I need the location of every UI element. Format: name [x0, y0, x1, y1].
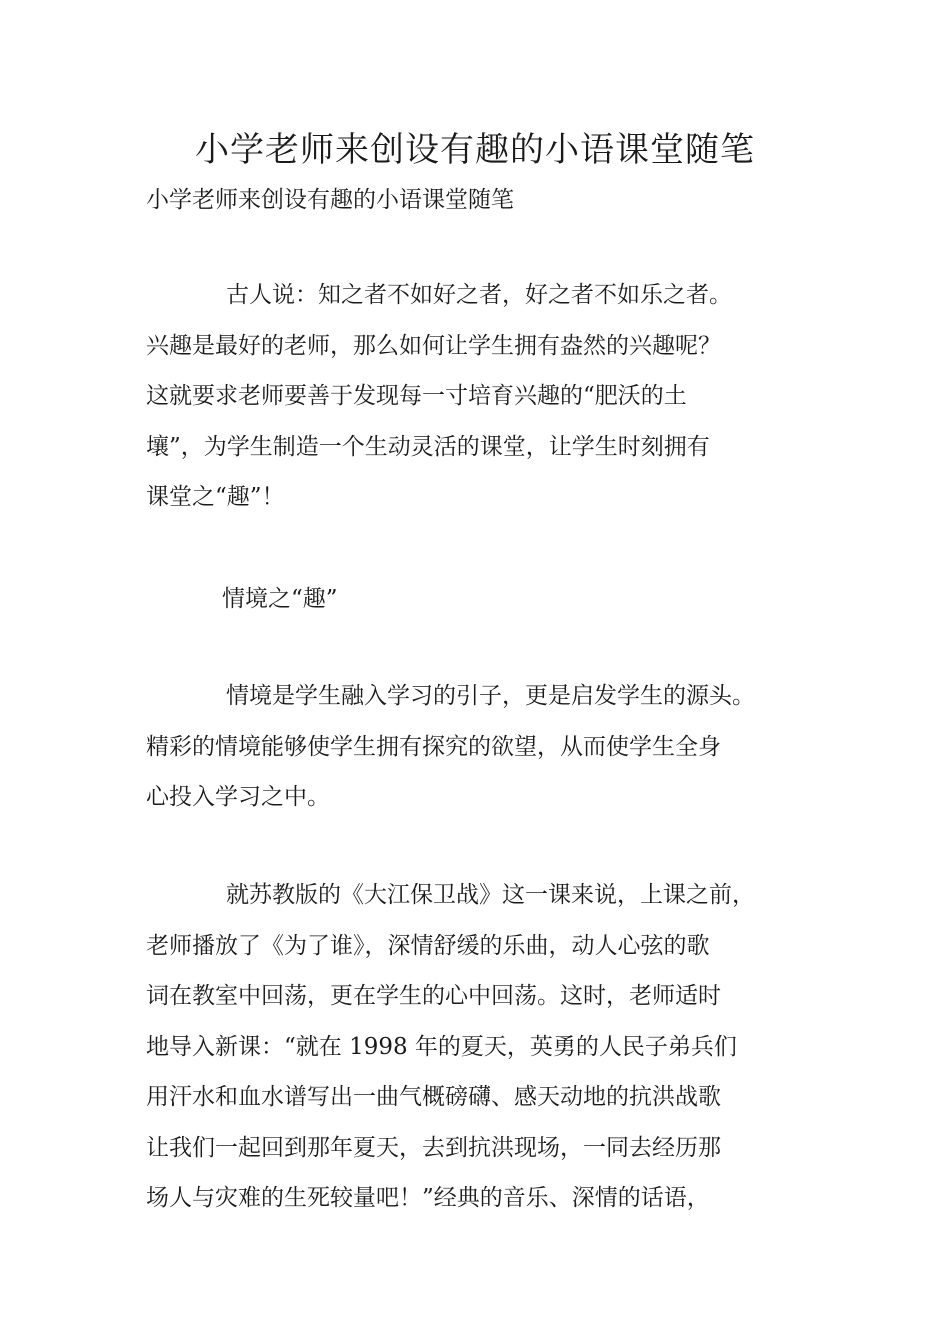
paragraph-line: 就苏教版的《大江保卫战》这一课来说，上课之前，	[226, 882, 755, 908]
paragraph-line: 古人说：知之者不如好之者，好之者不如乐之者。	[226, 282, 732, 308]
paragraph-line: 这就要求老师要善于发现每一寸培育兴趣的“肥沃的土	[146, 383, 687, 409]
paragraph-line: 兴趣是最好的老师，那么如何让学生拥有盎然的兴趣呢？	[146, 332, 721, 359]
paragraph-2	[146, 671, 836, 823]
paragraph-line: 老师播放了《为了谁》，深情舒缓的乐曲，动人心弦的歌	[146, 932, 710, 959]
paragraph-line: 课堂之“趣”！	[146, 484, 285, 510]
paragraph-line: 情境是学生融入学习的引子，更是启发学生的源头。	[226, 683, 755, 709]
paragraph-line: 让我们一起回到那年夏天，去到抗洪现场，一同去经历那	[146, 1134, 721, 1161]
section-heading	[146, 574, 836, 625]
paragraph-line: 精彩的情境能够使学生拥有探究的欲望，从而使学生全身	[146, 733, 721, 760]
section-heading-text: 情境之“趣”	[222, 586, 338, 612]
paragraph-1	[146, 270, 836, 523]
paragraph-line: 地导入新课：“就在 1998 年的夏天，英勇的人民子弟兵们	[146, 1033, 737, 1060]
paragraph-line: 用汗水和血水谱写出一曲气概磅礴、感天动地的抗洪战歌	[146, 1084, 721, 1110]
document-title: 小学老师来创设有趣的小语课堂随笔	[195, 130, 755, 170]
paragraph-line: 心投入学习之中。	[146, 784, 330, 810]
paragraph-3	[146, 870, 836, 1224]
paragraph-line: 词在教室中回荡，更在学生的心中回荡。这时，老师适时	[146, 983, 721, 1009]
paragraph-line: 壤”，为学生制造一个生动灵活的课堂，让学生时刻拥有	[146, 433, 710, 460]
paragraph-line: 场人与灾难的生死较量吧！”经典的音乐、深情的话语，	[146, 1185, 710, 1211]
document-subtitle: 小学老师来创设有趣的小语课堂随笔	[146, 187, 514, 213]
